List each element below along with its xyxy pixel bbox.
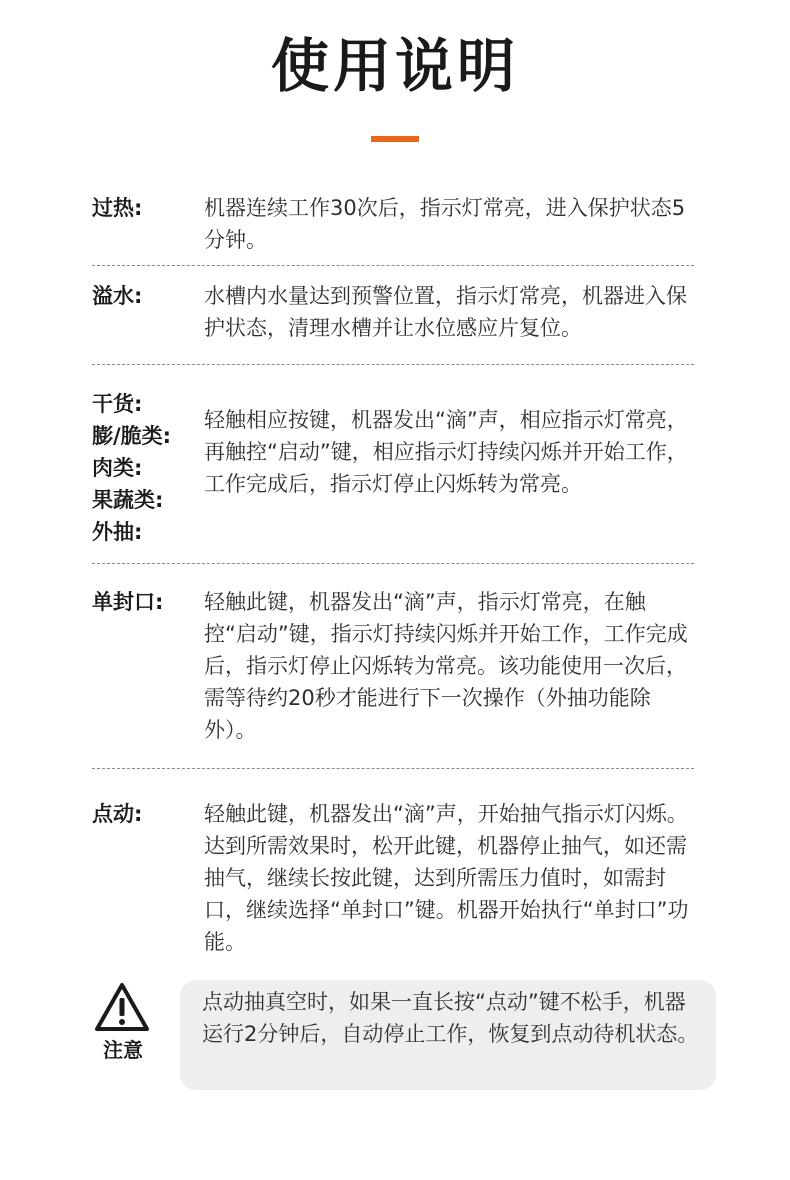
- section-pulse: [92, 798, 694, 958]
- section-label: 点动:: [92, 802, 143, 826]
- section-overflow: [92, 280, 694, 344]
- section-single-seal: [92, 586, 694, 746]
- section-label: 果蔬类:: [92, 488, 164, 512]
- section-modes: [92, 388, 694, 548]
- section-description: 轻触此键，机器发出“滴”声，指示灯常亮，在触控“启动”键，指示灯持续闪烁并开始工作，工作完成后，指示灯停止闪烁转为常亮。该功能使用一次后，需等待约20秒才能进行下一次操作（外抽功能除外）。: [204, 590, 688, 742]
- section-description: 水槽内水量达到预警位置，指示灯常亮，机器进入保护状态，清理水槽并让水位感应片复位。: [204, 284, 687, 340]
- section-label: 膨/脆类:: [92, 424, 172, 448]
- warning-triangle-icon: [94, 982, 150, 1032]
- section-label: 外抽:: [92, 520, 143, 544]
- section-description: 轻触相应按键，机器发出“滴”声，相应指示灯常亮，再触控“启动”键，相应指示灯持续闪烁并开始工作，工作完成后，指示灯停止闪烁转为常亮。: [204, 408, 688, 496]
- page-title: 使用说明: [270, 32, 519, 100]
- note-text: 点动抽真空时，如果一直长按“点动”键不松手，机器运行2分钟后，自动停止工作，恢复到点动待机状态。: [202, 990, 699, 1046]
- section-label: 过热:: [92, 196, 143, 220]
- divider: [92, 364, 694, 365]
- section-label-list: [92, 388, 202, 548]
- divider: [92, 265, 694, 266]
- section-overheat: [92, 192, 694, 256]
- section-description: 机器连续工作30次后，指示灯常亮，进入保护状态5分钟。: [204, 196, 686, 252]
- note-label: 注意: [103, 1038, 143, 1062]
- divider: [92, 563, 694, 564]
- title-accent-bar: [371, 136, 419, 142]
- section-label: 肉类:: [92, 456, 143, 480]
- section-description: 轻触此键，机器发出“滴”声，开始抽气指示灯闪烁。达到所需效果时，松开此键，机器停止抽气，如还需抽气，继续长按此键，达到所需压力值时，如需封口，继续选择“单封口”键。机器开始执行“单封口”功能。: [204, 802, 689, 954]
- note-box: [180, 980, 716, 1090]
- section-label: 溢水:: [92, 284, 143, 308]
- section-label: 单封口:: [92, 590, 164, 614]
- divider: [92, 768, 694, 769]
- section-label: 干货:: [92, 392, 143, 416]
